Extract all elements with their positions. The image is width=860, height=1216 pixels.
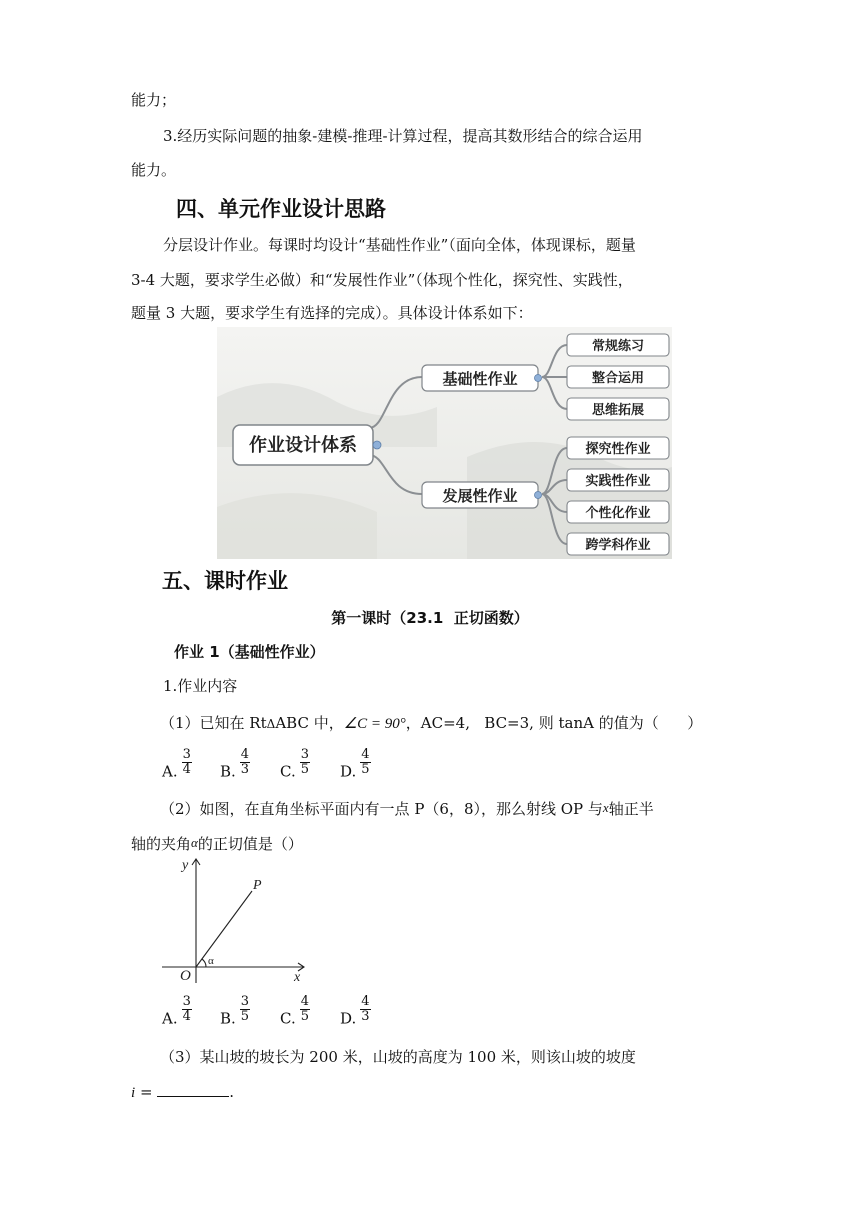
denominator: 5	[361, 762, 370, 777]
fraction	[300, 748, 310, 777]
mindmap-leaf-node	[567, 437, 669, 459]
q2-text: 轴的夹角	[131, 835, 192, 853]
denominator: 4	[182, 762, 191, 777]
fraction	[360, 748, 370, 777]
answer-option	[162, 748, 196, 781]
question-2-line-1	[160, 798, 654, 819]
angle-alpha-label: α	[208, 955, 214, 967]
numerator: 4	[361, 747, 370, 762]
numerator: 4	[240, 747, 250, 762]
i-symbol: i	[131, 1085, 136, 1101]
coordinate-graph	[160, 855, 310, 985]
numerator: 4	[300, 994, 309, 1009]
option-letter: C.	[280, 1009, 296, 1028]
option-letter: C.	[280, 762, 296, 781]
option-letter: B.	[220, 1009, 236, 1028]
equals-sign: =	[135, 1083, 158, 1101]
mindmap-branch-development	[422, 482, 542, 508]
mindmap-root-node	[233, 425, 381, 465]
answer-option	[280, 995, 314, 1028]
option-letter: D.	[340, 1009, 357, 1028]
answer-option	[340, 995, 375, 1028]
mindmap-root-label: 作业设计体系	[249, 435, 357, 456]
mindmap-diagram	[217, 327, 672, 559]
denominator: 3	[240, 762, 250, 777]
q1-text: ，AC=4, BC=3, 则 tanA 的值为（ ）	[405, 714, 703, 732]
denominator: 5	[300, 1009, 309, 1024]
answer-option	[340, 748, 375, 781]
section-heading: 四、单元作业设计思路	[176, 197, 386, 221]
period: .	[229, 1083, 235, 1101]
q1-text: （1）已知在 Rt	[160, 714, 267, 732]
mindmap-leaf-label: 个性化作业	[585, 506, 651, 521]
q2-text: 的正切值是（）	[197, 835, 303, 853]
answer-blank	[157, 1082, 229, 1097]
mindmap-branch-basic	[422, 365, 542, 391]
numerator: 3	[240, 994, 250, 1009]
mindmap-leaf-node	[567, 469, 669, 491]
denominator: 4	[182, 1009, 191, 1024]
answer-option	[162, 995, 196, 1028]
numerator: 3	[182, 994, 191, 1009]
q1-options	[162, 748, 462, 788]
mindmap-leaf-label: 跨学科作业	[585, 538, 651, 553]
question-3-line-2	[131, 1082, 234, 1103]
mindmap-leaf-label: 实践性作业	[585, 474, 651, 489]
x-axis-label: x	[294, 970, 301, 985]
angle-expression: ∠C = 90°	[343, 716, 406, 732]
numerator: 4	[361, 994, 370, 1009]
mindmap-leaf-label: 探究性作业	[585, 442, 651, 457]
option-letter: A.	[162, 1009, 178, 1028]
section-heading: 五、课时作业	[162, 569, 288, 593]
q2-options	[162, 995, 462, 1035]
fraction	[240, 995, 250, 1024]
question-1	[160, 713, 702, 734]
denominator: 3	[361, 1009, 370, 1024]
mindmap-leaf-node	[567, 334, 669, 356]
mindmap-leaf-node	[567, 366, 669, 388]
mindmap-leaf-label: 整合运用	[591, 371, 645, 386]
origin-label: O	[180, 968, 191, 984]
mindmap-branch-label: 基础性作业	[442, 370, 518, 388]
fraction	[240, 748, 250, 777]
answer-option	[280, 748, 314, 781]
graph-svg	[160, 855, 310, 985]
mindmap-svg	[217, 327, 672, 559]
fraction	[360, 995, 370, 1024]
denominator: 5	[240, 1009, 250, 1024]
fraction	[182, 748, 192, 777]
y-axis-label: y	[182, 858, 189, 873]
content-label: 1.作业内容	[163, 677, 238, 695]
triangle-symbol: Δ	[266, 717, 276, 731]
option-letter: B.	[220, 762, 236, 781]
denominator: 5	[300, 762, 309, 777]
text-line: 能力；	[131, 91, 177, 109]
text-line: 分层设计作业。每课时均设计“基础性作业”（面向全体，体现课标，题量	[163, 236, 636, 254]
mindmap-leaf-label: 常规练习	[591, 339, 645, 354]
homework-title: 作业 1（基础性作业）	[174, 643, 325, 661]
answer-option	[220, 748, 254, 781]
q2-text: 轴正半	[608, 800, 654, 818]
text-line: 3.经历实际问题的抽象-建模-推理-计算过程，提高其数形结合的综合运用	[163, 127, 643, 145]
q2-text: （2）如图，在直角坐标平面内有一点 P（6，8），那么射线 OP 与	[160, 800, 603, 818]
mindmap-leaf-node	[567, 533, 669, 555]
mindmap-branch-label: 发展性作业	[442, 487, 518, 505]
text-line: 能力。	[131, 161, 177, 179]
mindmap-leaf-node	[567, 398, 669, 420]
alpha-symbol: α	[191, 835, 198, 850]
fraction	[182, 995, 192, 1024]
x-symbol: x	[602, 800, 609, 815]
fraction	[300, 995, 310, 1024]
mindmap-leaf-label: 思维拓展	[591, 403, 645, 418]
option-letter: D.	[340, 762, 357, 781]
option-letter: A.	[162, 762, 178, 781]
point-p-label: P	[253, 878, 262, 893]
text-line: 题量 3 大题，要求学生有选择的完成）。具体设计体系如下：	[131, 304, 533, 322]
q1-text: ABC 中，	[275, 714, 344, 732]
answer-option	[220, 995, 254, 1028]
numerator: 3	[300, 747, 309, 762]
question-3-line-1: （3）某山坡的坡长为 200 米，山坡的高度为 100 米，则该山坡的坡度	[160, 1048, 636, 1066]
numerator: 3	[182, 747, 191, 762]
text-line: 3-4 大题，要求学生必做）和“发展性作业”（体现个性化，探究性、实践性，	[131, 271, 633, 289]
lesson-title: 第一课时（23.1 正切函数）	[331, 609, 529, 627]
question-2-line-2	[131, 833, 303, 854]
mindmap-leaf-node	[567, 501, 669, 523]
